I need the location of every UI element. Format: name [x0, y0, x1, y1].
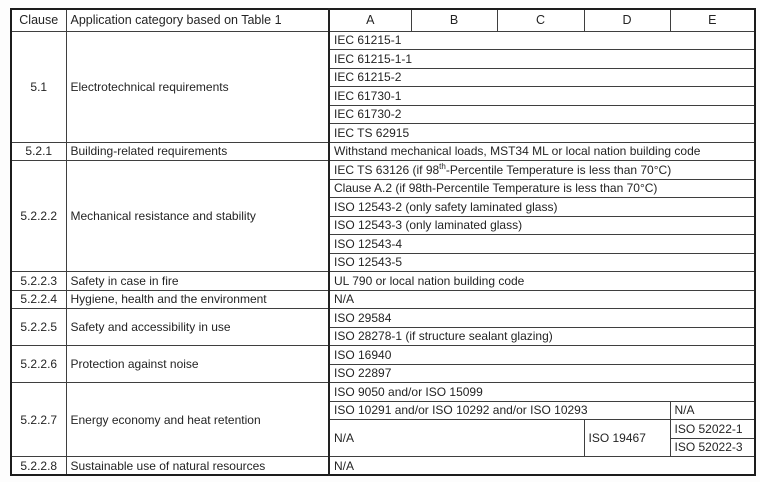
standard-text-suffix: -Percentile Temperature is less than 70°C) [445, 162, 672, 177]
standard-cell: ISO 19467 [584, 420, 670, 457]
clause-cell: 5.2.2.2 [11, 161, 66, 272]
table-row [11, 161, 755, 180]
clause-cell: 5.2.2.3 [11, 272, 66, 291]
standard-cell: ISO 12543-2 (only safety laminated glass) [329, 198, 755, 217]
category-cell: Safety and accessibility in use [66, 309, 329, 346]
standard-cell: IEC 61215-2 [329, 68, 755, 87]
clause-cell: 5.2.1 [11, 142, 66, 161]
standard-cell: IEC 61730-1 [329, 87, 755, 106]
standard-cell [329, 161, 755, 180]
clause-cell: 5.1 [11, 31, 66, 142]
table-row [11, 142, 755, 161]
category-cell: Safety in case in fire [66, 272, 329, 291]
standard-cell: ISO 22897 [329, 364, 755, 383]
standard-cell: IEC 61215-1-1 [329, 50, 755, 69]
superscript-th: th [439, 161, 446, 171]
table-row [11, 383, 755, 402]
standard-cell: Withstand mechanical loads, MST34 ML or local nation building code [329, 142, 755, 161]
clause-cell: 5.2.2.7 [11, 383, 66, 457]
clause-cell: 5.2.2.4 [11, 290, 66, 309]
clause-cell: 5.2.2.6 [11, 346, 66, 383]
table-row [11, 346, 755, 365]
standard-cell: IEC 61215-1 [329, 31, 755, 50]
standard-cell: ISO 52022-1 [670, 420, 755, 439]
category-cell: Sustainable use of natural resources [66, 457, 329, 476]
category-cell: Building-related requirements [66, 142, 329, 161]
header-row [11, 9, 755, 31]
na-cell: N/A [329, 290, 755, 309]
standard-cell: ISO 9050 and/or ISO 15099 [329, 383, 755, 402]
standard-cell: IEC 61730-2 [329, 105, 755, 124]
standard-cell: ISO 10291 and/or ISO 10292 and/or ISO 10293 [329, 401, 670, 420]
table-row [11, 457, 755, 476]
standard-cell: ISO 29584 [329, 309, 755, 328]
standard-cell: Clause A.2 (if 98th-Percentile Temperature is less than 70°C) [329, 179, 755, 198]
standard-cell: ISO 12543-5 [329, 253, 755, 272]
category-cell: Mechanical resistance and stability [66, 161, 329, 272]
category-cell: Electrotechnical requirements [66, 31, 329, 142]
header-col-e: E [670, 9, 755, 31]
table-row [11, 31, 755, 50]
table-row [11, 272, 755, 291]
na-cell: N/A [670, 401, 755, 420]
standard-cell: ISO 12543-4 [329, 235, 755, 254]
clause-cell: 5.2.2.8 [11, 457, 66, 476]
category-cell: Protection against noise [66, 346, 329, 383]
header-col-a: A [329, 9, 411, 31]
requirements-table [10, 8, 756, 476]
table-row [11, 309, 755, 328]
clause-cell: 5.2.2.5 [11, 309, 66, 346]
standard-cell: ISO 16940 [329, 346, 755, 365]
na-cell: N/A [329, 420, 584, 457]
header-category: Application category based on Table 1 [66, 9, 329, 31]
header-col-d: D [584, 9, 670, 31]
category-cell: Energy economy and heat retention [66, 383, 329, 457]
standard-cell: IEC TS 62915 [329, 124, 755, 143]
standard-text-prefix: IEC TS 63126 (if 98 [334, 162, 440, 177]
standard-cell: ISO 28278-1 (if structure sealant glazing) [329, 327, 755, 346]
standard-cell: ISO 52022-3 [670, 438, 755, 457]
header-col-c: C [497, 9, 584, 31]
standard-cell: ISO 12543-3 (only laminated glass) [329, 216, 755, 235]
category-cell: Hygiene, health and the environment [66, 290, 329, 309]
table-row [11, 290, 755, 309]
header-col-b: B [411, 9, 497, 31]
na-cell: N/A [329, 457, 755, 476]
standard-cell: UL 790 or local nation building code [329, 272, 755, 291]
header-clause: Clause [11, 9, 66, 31]
